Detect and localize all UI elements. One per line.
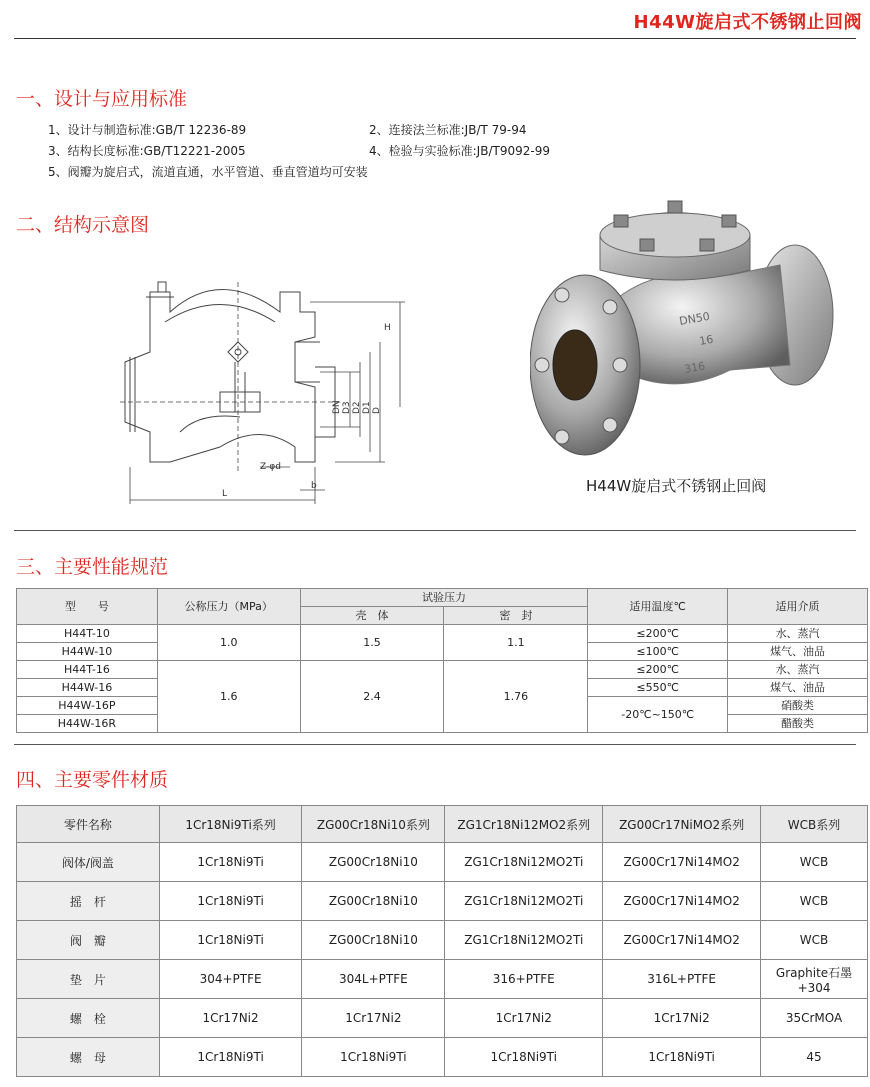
medium-cell: 醋酸类 xyxy=(728,715,868,733)
medium-cell: 硝酸类 xyxy=(728,697,868,715)
header-shell: 壳 体 xyxy=(300,607,444,625)
material-cell: 35CrMOA xyxy=(761,999,868,1038)
temp-cell: ≤550℃ xyxy=(588,679,728,697)
material-cell: ZG00Cr18Ni10 xyxy=(302,921,445,960)
structure-diagram xyxy=(110,262,410,512)
material-cell: ZG00Cr18Ni10 xyxy=(302,882,445,921)
medium-cell: 水、蒸汽 xyxy=(728,625,868,643)
material-cell: 1Cr17Ni2 xyxy=(302,999,445,1038)
shell-cell: 2.4 xyxy=(300,661,444,733)
material-header: WCB系列 xyxy=(761,806,868,843)
section-title-performance: 三、主要性能规范 xyxy=(16,556,169,578)
dim-label-DN: DN xyxy=(332,400,342,414)
material-cell: 316+PTFE xyxy=(445,960,603,999)
pn-cell: 1.6 xyxy=(157,661,300,733)
valve-photo xyxy=(530,195,850,465)
temp-cell: -20℃~150℃ xyxy=(588,697,728,733)
material-cell: ZG1Cr18Ni12MO2Ti xyxy=(445,843,603,882)
material-header: 1Cr18Ni9Ti系列 xyxy=(159,806,302,843)
material-cell: 1Cr17Ni2 xyxy=(159,999,302,1038)
top-divider xyxy=(14,38,856,39)
header-seal: 密 封 xyxy=(444,607,588,625)
material-cell: WCB xyxy=(761,843,868,882)
material-cell: 1Cr18Ni9Ti xyxy=(445,1038,603,1077)
material-cell: 1Cr18Ni9Ti xyxy=(159,921,302,960)
header-model: 型 号 xyxy=(17,589,158,625)
standard-item: 4、检验与实验标准:JB/T9092-99 xyxy=(369,144,550,158)
dim-label-b: b xyxy=(311,481,317,491)
header-nominal-pressure: 公称压力（MPa） xyxy=(157,589,300,625)
photo-caption: H44W旋启式不锈钢止回阀 xyxy=(586,477,767,495)
material-cell: 1Cr17Ni2 xyxy=(603,999,761,1038)
seal-cell: 1.76 xyxy=(444,661,588,733)
material-cell: 1Cr18Ni9Ti xyxy=(302,1038,445,1077)
table-row xyxy=(17,960,868,999)
model-cell: H44T-10 xyxy=(17,625,158,643)
standard-item: 3、结构长度标准:GB/T12221-2005 xyxy=(48,144,246,158)
page-title: H44W旋启式不锈钢止回阀 xyxy=(633,12,862,33)
seal-cell: 1.1 xyxy=(444,625,588,661)
material-cell: 1Cr18Ni9Ti xyxy=(159,882,302,921)
part-name: 垫 片 xyxy=(17,960,160,999)
material-cell: WCB xyxy=(761,921,868,960)
material-cell: 1Cr18Ni9Ti xyxy=(159,1038,302,1077)
material-cell: 1Cr17Ni2 xyxy=(445,999,603,1038)
material-cell: ZG00Cr17Ni14MO2 xyxy=(603,882,761,921)
model-cell: H44W-16 xyxy=(17,679,158,697)
shell-cell: 1.5 xyxy=(300,625,444,661)
table-row xyxy=(17,1038,868,1077)
material-cell: 45 xyxy=(761,1038,868,1077)
material-cell: ZG00Cr17Ni14MO2 xyxy=(603,843,761,882)
dim-label-L: L xyxy=(222,489,228,499)
material-cell: 1Cr18Ni9Ti xyxy=(159,843,302,882)
material-header: 零件名称 xyxy=(17,806,160,843)
temp-cell: ≤100℃ xyxy=(588,643,728,661)
dim-label-D: D xyxy=(372,407,382,414)
performance-table xyxy=(16,588,868,733)
model-cell: H44W-16R xyxy=(17,715,158,733)
section-title-standards: 一、设计与应用标准 xyxy=(16,88,188,110)
pn-cell: 1.0 xyxy=(157,625,300,661)
standard-item: 5、阀瓣为旋启式，流道直通，水平管道、垂直管道均可安装 xyxy=(48,165,368,179)
section-divider xyxy=(14,530,856,531)
dim-label-Zd: Z-φd xyxy=(260,462,281,472)
dim-label-D2: D2 xyxy=(352,401,362,414)
model-cell: H44W-10 xyxy=(17,643,158,661)
table-row xyxy=(17,882,868,921)
emboss-pn: 16 xyxy=(698,332,715,348)
emboss-material: 316 xyxy=(683,359,707,376)
part-name: 螺 母 xyxy=(17,1038,160,1077)
table-row xyxy=(17,843,868,882)
material-cell: 316L+PTFE xyxy=(603,960,761,999)
standard-item: 2、连接法兰标准:JB/T 79-94 xyxy=(369,123,527,137)
model-cell: H44W-16P xyxy=(17,697,158,715)
material-cell: ZG00Cr17Ni14MO2 xyxy=(603,921,761,960)
material-cell: ZG00Cr18Ni10 xyxy=(302,843,445,882)
section-divider xyxy=(14,744,856,745)
material-cell: ZG1Cr18Ni12MO2Ti xyxy=(445,882,603,921)
part-name: 阀体/阀盖 xyxy=(17,843,160,882)
material-header: ZG1Cr18Ni12MO2系列 xyxy=(445,806,603,843)
header-medium: 适用介质 xyxy=(728,589,868,625)
medium-cell: 煤气、油品 xyxy=(728,679,868,697)
dim-label-H: H xyxy=(384,323,391,333)
temp-cell: ≤200℃ xyxy=(588,661,728,679)
part-name: 螺 栓 xyxy=(17,999,160,1038)
emboss-dn: DN50 xyxy=(678,309,711,328)
material-cell: ZG1Cr18Ni12MO2Ti xyxy=(445,921,603,960)
material-cell: Graphite石墨+304 xyxy=(761,960,868,999)
section-title-structure: 二、结构示意图 xyxy=(16,214,150,236)
temp-cell: ≤200℃ xyxy=(588,625,728,643)
material-header: ZG00Cr17NiMO2系列 xyxy=(603,806,761,843)
dim-label-D3: D3 xyxy=(342,401,352,414)
material-cell: 304L+PTFE xyxy=(302,960,445,999)
dim-label-D1: D1 xyxy=(362,401,372,414)
table-row xyxy=(17,921,868,960)
medium-cell: 煤气、油品 xyxy=(728,643,868,661)
standard-item: 1、设计与制造标准:GB/T 12236-89 xyxy=(48,123,247,137)
header-test-pressure: 试验压力 xyxy=(300,589,588,607)
part-name: 摇 杆 xyxy=(17,882,160,921)
part-name: 阀 瓣 xyxy=(17,921,160,960)
material-cell: WCB xyxy=(761,882,868,921)
material-cell: 304+PTFE xyxy=(159,960,302,999)
section-title-materials: 四、主要零件材质 xyxy=(16,769,169,791)
material-cell: 1Cr18Ni9Ti xyxy=(603,1038,761,1077)
medium-cell: 水、蒸汽 xyxy=(728,661,868,679)
model-cell: H44T-16 xyxy=(17,661,158,679)
header-temperature: 适用温度℃ xyxy=(588,589,728,625)
material-header: ZG00Cr18Ni10系列 xyxy=(302,806,445,843)
materials-table xyxy=(16,805,868,1077)
table-row xyxy=(17,999,868,1038)
